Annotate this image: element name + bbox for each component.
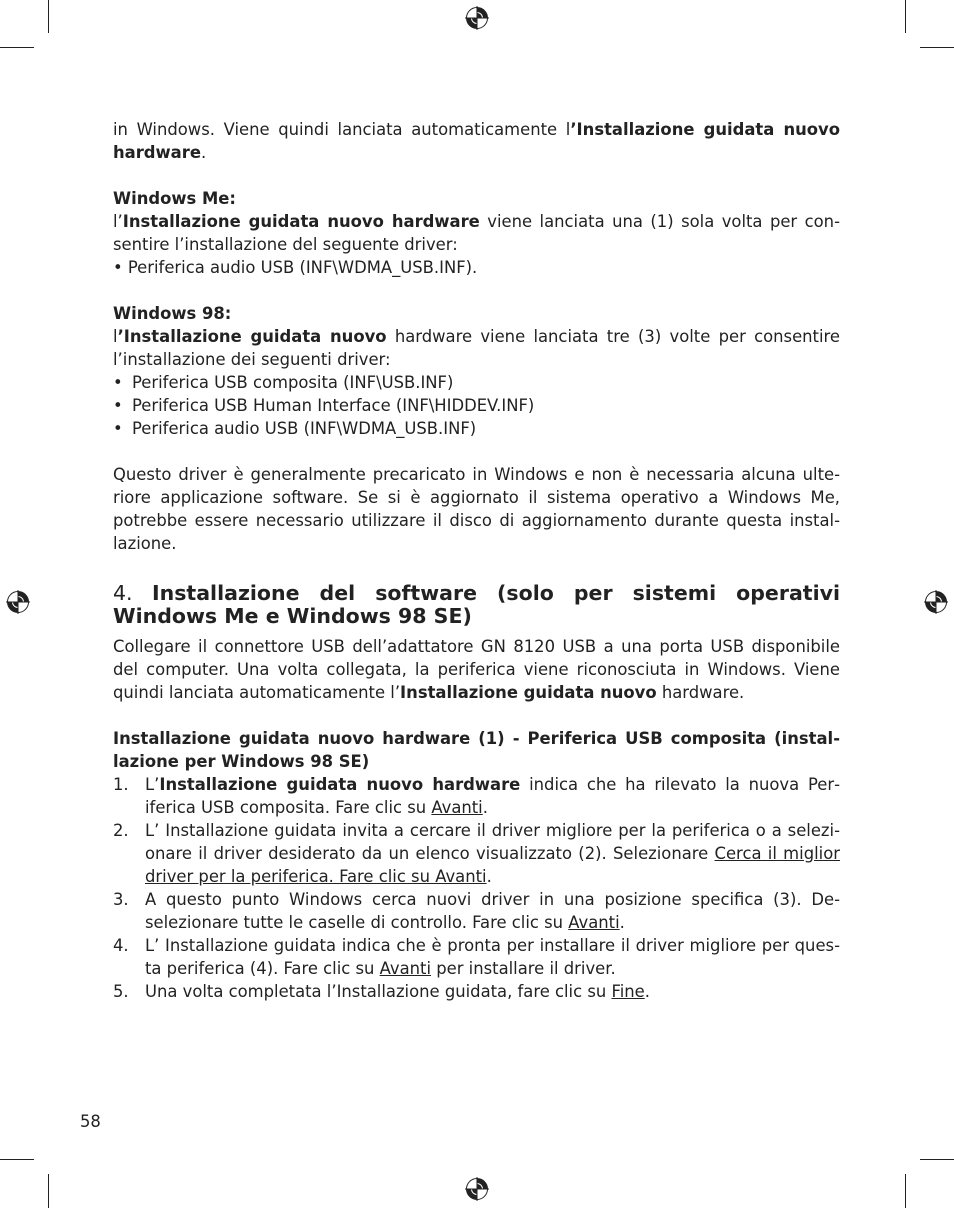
- crop-mark: [920, 47, 954, 48]
- note-paragraph: Questo driver è generalmente precaricato in Windows e non è necessaria alcuna ulteriore applicazione software. Se si è aggiornato il sistema operativo a Windows Me, potrebbe essere necessario utilizzare il disco di aggiornamento durante questa installazione.: [113, 465, 840, 553]
- section-title: Installazione del software (solo per sistemi operativi Windows Me e Windows 98 SE): [113, 581, 841, 628]
- page-content: [113, 118, 840, 1003]
- section-heading: [113, 582, 840, 628]
- windows-me-heading: Windows Me:: [113, 189, 236, 208]
- avanti-link: Avanti: [568, 913, 620, 932]
- wizard-steps: [113, 773, 840, 1003]
- cerca-driver-link: Cerca il miglior driver per la periferica. Fare clic su Avanti: [145, 844, 840, 886]
- crop-mark: [920, 1159, 954, 1160]
- crop-mark: [0, 47, 34, 48]
- windows-me-bullet: • Periferica audio USB (INF\WDMA_USB.INF).: [113, 258, 478, 277]
- fine-link: Fine: [611, 982, 645, 1001]
- list-item: 5. Una volta completata l’Installazione guidata, fare clic su Fine.: [113, 982, 650, 1001]
- crop-mark: [905, 1174, 906, 1208]
- registration-mark-icon: [924, 590, 948, 614]
- crop-mark: [905, 0, 906, 33]
- wizard-heading: Installazione guidata nuovo hardware (1) - Periferica USB composita (installazione per Windows 98 SE): [113, 729, 840, 771]
- list-item: 3. A questo punto Windows cerca nuovi driver in una posizione specifica (3). Deselezionare tutte le caselle di controllo. Fare clic su Avanti.: [113, 890, 840, 932]
- crop-mark: [0, 1159, 34, 1160]
- crop-mark: [48, 0, 49, 33]
- avanti-link: Avanti: [379, 959, 432, 978]
- list-item: • Periferica USB Human Interface (INF\HIDDEV.INF): [113, 394, 840, 417]
- registration-mark-icon: [465, 1177, 489, 1201]
- list-item: 4. L’ Installazione guidata indica che è pronta per installare il driver migliore per questa periferica (4). Fare clic su Avanti per installare il driver.: [113, 936, 840, 978]
- crop-mark: [48, 1174, 49, 1208]
- registration-mark-icon: [465, 6, 489, 30]
- windows-98-heading: Windows 98:: [113, 304, 232, 323]
- section-paragraph: Collegare il connettore USB dell’adattatore GN 8120 USB a una porta USB disponibile del computer. Una volta collegata, la periferica viene riconosciuta in Windows. Viene quindi lanciata automaticamente l’Installazione guidata nuovo hardware.: [113, 637, 840, 702]
- section-number: 4.: [113, 581, 152, 605]
- list-item: 1. L’Installazione guidata nuovo hardware indica che ha rilevato la nuova Periferica USB composita. Fare clic su Avanti.: [113, 775, 840, 817]
- windows-me-paragraph: l’Installazione guidata nuovo hardware viene lanciata una (1) sola volta per consentire l’installazione del seguente driver:: [113, 212, 840, 254]
- list-item: • Periferica USB composita (INF\USB.INF): [113, 371, 840, 394]
- registration-mark-icon: [6, 590, 30, 614]
- windows-98-paragraph: l’Installazione guidata nuovo hardware viene lanciata tre (3) volte per consentire l’installazione dei seguenti driver:: [113, 327, 840, 369]
- list-item: • Periferica audio USB (INF\WDMA_USB.INF): [113, 417, 840, 440]
- avanti-link: Avanti: [431, 798, 483, 817]
- list-item: 2. L’ Installazione guidata invita a cercare il driver migliore per la periferica o a selezionare il driver desiderato da un elenco visualizzato (2). Selezionare Cerca il miglior driver per la periferica. Fare clic su Avanti.: [113, 821, 840, 886]
- windows-98-driver-list: [113, 371, 840, 440]
- intro-paragraph: in Windows. Viene quindi lanciata automaticamente l’Installazione guidata nuovo hardware.: [113, 120, 840, 162]
- page-number: 58: [80, 1112, 101, 1131]
